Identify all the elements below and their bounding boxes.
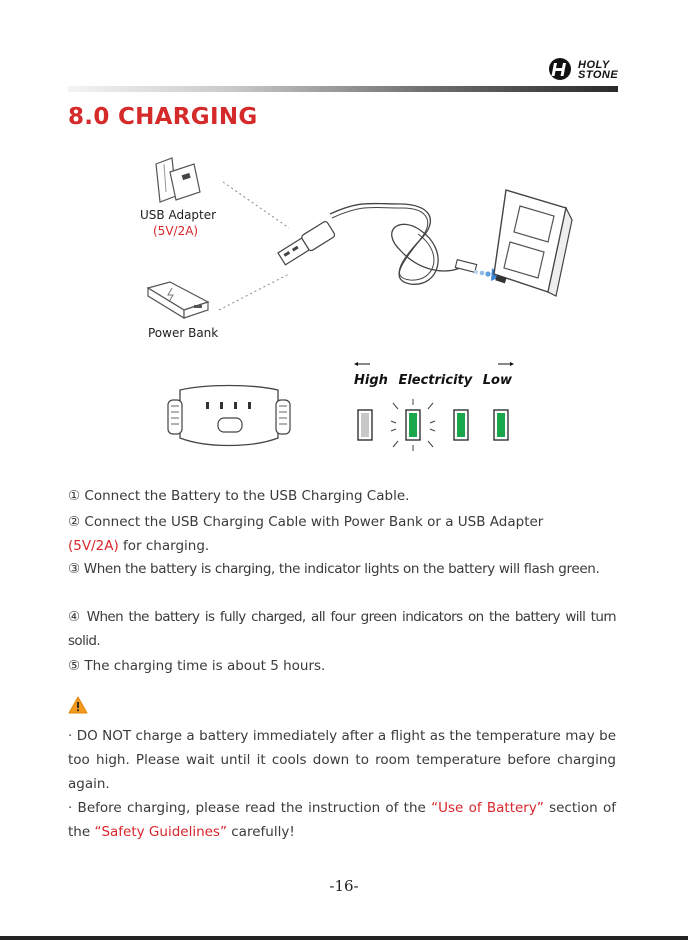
indicator-light-1-fill: [361, 413, 369, 437]
step-2-spec: (5V/2A): [68, 538, 119, 554]
flash-ray: [393, 403, 398, 409]
page-number: -16-: [329, 877, 359, 895]
battery-rear-view-icon: [166, 382, 292, 452]
battery-level-legend: [354, 373, 518, 388]
flash-ray: [393, 441, 398, 447]
legend-arrows: [352, 360, 518, 370]
step-5: ⑤ The charging time is about 5 hours.: [68, 658, 326, 674]
step-2: ② Connect the USB Charging Cable with Power Bank or a USB Adapter (5V/2A) for charging.: [68, 514, 544, 554]
step-4: ④ When the battery is fully charged, all four green indicators on the battery will turn solid.: [68, 609, 616, 649]
flash-ray: [391, 429, 396, 431]
safety-guidelines-ref: “Safety Guidelines”: [94, 824, 227, 840]
footer-divider: [0, 936, 688, 940]
warning-note-1: · DO NOT charge a battery immediately after a flight as the temperature may be too high. Please wait until it cools down to room temperature before charging again.: [68, 728, 616, 792]
brand-wordmark: HOLY STONE: [578, 59, 619, 81]
page-title: 8.0 CHARGING: [68, 104, 258, 130]
warning-icon: [68, 696, 88, 714]
flash-ray: [428, 403, 433, 409]
indicator-lights: [350, 396, 520, 454]
indicator-light-3-fill: [457, 413, 465, 437]
legend-high: High: [354, 373, 388, 388]
flash-ray: [391, 421, 396, 423]
power-bank-label: Power Bank: [148, 326, 219, 340]
flash-ray: [430, 421, 435, 423]
usb-adapter-spec: (5V/2A): [153, 224, 199, 238]
power-bank-icon: [142, 278, 212, 322]
use-of-battery-ref: “Use of Battery”: [431, 800, 544, 816]
usb-adapter-icon: [150, 152, 210, 208]
flash-ray: [428, 441, 433, 447]
header-divider: [68, 86, 618, 92]
warning-note-2: · Before charging, please read the instruction of the “Use of Battery” section of the “Safety Guidelines” carefully!: [68, 800, 616, 840]
legend-low: Low: [482, 373, 512, 388]
indicator-light-4-fill: [497, 413, 505, 437]
step-3: ③ When the battery is charging, the indicator lights on the battery will flash green.: [68, 561, 600, 577]
step-1: ① Connect the Battery to the USB Charging Cable.: [68, 488, 410, 504]
usb-adapter-label: USB Adapter: [140, 208, 217, 222]
legend-electricity: Electricity: [398, 373, 473, 388]
flash-ray: [430, 429, 435, 431]
charging-cable-and-battery-icon: [270, 180, 580, 306]
indicator-light-2-fill: [409, 413, 417, 437]
